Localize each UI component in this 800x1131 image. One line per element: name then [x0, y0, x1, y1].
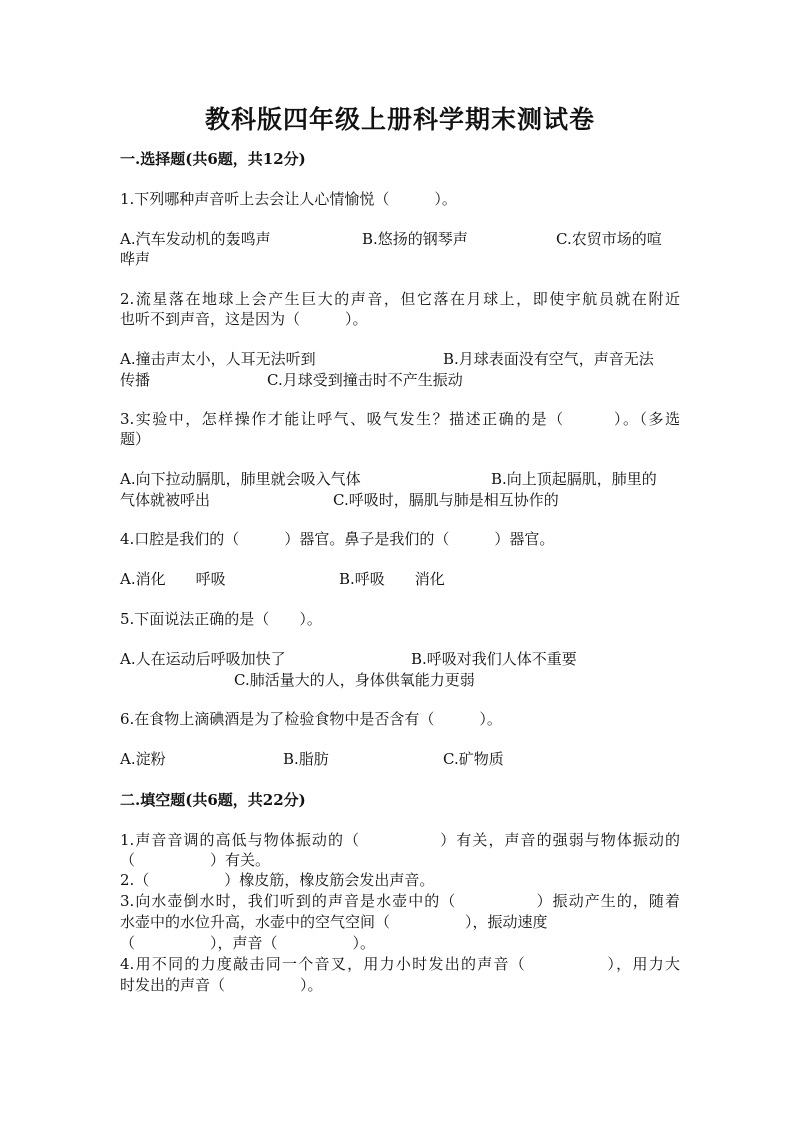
- fill-question-4-line-1: 4.用不同的力度敲击同一个音叉，用力小时发出的声音（ ），用力大: [120, 955, 680, 973]
- question-4-option-b: B.呼吸 消化: [339, 570, 445, 588]
- fill-question-1-line-2: （ ）有关。: [120, 851, 271, 869]
- question-3-stem-line-1: 3.实验中，怎样操作才能让呼气、吸气发生？描述正确的是（ ）。（多选: [120, 410, 680, 428]
- question-3-option-c: C.呼吸时，膈肌与肺是相互协作的: [333, 491, 559, 509]
- section-heading-fill-in-blank: 二.填空题(共6题，共22分): [120, 791, 306, 809]
- question-3-option-b-continued: 气体就被呼出: [120, 491, 211, 509]
- exam-title: 教科版四年级上册科学期末测试卷: [204, 105, 595, 134]
- question-5-stem: 5.下面说法正确的是（ ）。: [120, 610, 322, 628]
- fill-question-3-line-3: （ ），声音（ ）。: [120, 934, 376, 952]
- question-2-option-a: A.撞击声太小，人耳无法听到: [120, 350, 316, 368]
- fill-question-3-line-1: 3.向水壶倒水时，我们听到的声音是水壶中的（ ）振动产生的，随着: [120, 892, 680, 910]
- fill-question-3-line-2: 水壶中的水位升高，水壶中的空气空间（ ），振动速度: [120, 913, 548, 931]
- question-6-stem: 6.在食物上滴碘酒是为了检验食物中是否含有（ ）。: [120, 710, 502, 728]
- fill-question-4-line-2: 时发出的声音（ ）。: [120, 976, 323, 994]
- question-4-option-a: A.消化 呼吸: [120, 570, 226, 588]
- question-5-option-a: A.人在运动后呼吸加快了: [120, 650, 286, 668]
- question-1-option-c-continued: 哗声: [120, 250, 151, 268]
- question-5-option-c: C.肺活量大的人，身体供氧能力更弱: [234, 671, 475, 689]
- question-2-option-b: B.月球表面没有空气，声音无法: [443, 350, 654, 368]
- question-2-option-c: C.月球受到撞击时不产生振动: [267, 371, 463, 389]
- question-1-option-b: B.悠扬的钢琴声: [362, 230, 468, 248]
- question-4-stem: 4.口腔是我们的（ ）器官。鼻子是我们的（ ）器官。: [120, 530, 555, 548]
- question-3-option-b: B.向上顶起膈肌，肺里的: [491, 470, 657, 488]
- question-2-stem-line-2: 也听不到声音，这是因为（ ）。: [120, 310, 368, 328]
- question-2-option-b-continued: 传播: [120, 371, 151, 389]
- question-3-option-a: A.向下拉动膈肌，肺里就会吸入气体: [120, 470, 361, 488]
- question-1-stem: 1.下列哪种声音听上去会让人心情愉悦（ ）。: [120, 190, 457, 208]
- question-1-option-c: C.农贸市场的喧: [556, 230, 662, 248]
- question-1-option-a: A.汽车发动机的轰鸣声: [120, 230, 271, 248]
- question-6-option-b: B.脂肪: [283, 750, 329, 768]
- section-heading-multiple-choice: 一.选择题(共6题，共12分): [120, 150, 306, 168]
- question-2-stem-line-1: 2.流星落在地球上会产生巨大的声音，但它落在月球上，即使宇航员就在附近: [120, 290, 680, 308]
- question-5-option-b: B.呼吸对我们人体不重要: [411, 650, 577, 668]
- fill-question-1-line-1: 1.声音音调的高低与物体振动的（ ）有关，声音的强弱与物体振动的: [120, 831, 680, 849]
- question-3-stem-line-2: 题）: [120, 430, 151, 448]
- fill-question-2: 2.（ ）橡皮筋，橡皮筋会发出声音。: [120, 871, 435, 889]
- question-6-option-c: C.矿物质: [443, 750, 504, 768]
- question-6-option-a: A.淀粉: [120, 750, 166, 768]
